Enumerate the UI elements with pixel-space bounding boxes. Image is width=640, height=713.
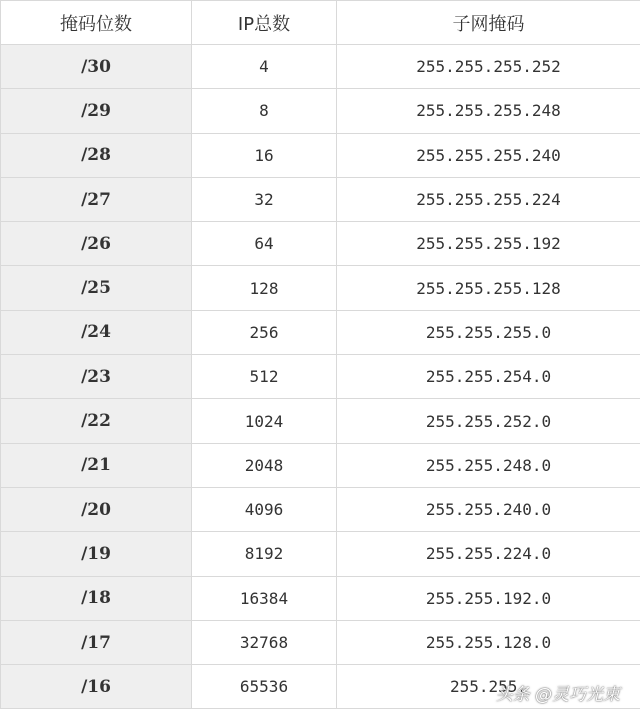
mask-bits-cell: /22 [1, 399, 192, 443]
mask-bits-cell: /16 [1, 665, 192, 709]
header-row [1, 1, 640, 45]
mask-bits-cell: /25 [1, 266, 192, 310]
subnet-mask-cell: 255.255.255.248 [337, 89, 640, 133]
ip-total-cell: 8192 [192, 532, 337, 576]
subnet-mask-cell: 255.255.240.0 [337, 487, 640, 531]
ip-total-cell: 16 [192, 133, 337, 177]
table-row [1, 310, 640, 354]
header-mask-bits: 掩码位数 [1, 1, 192, 45]
ip-total-cell: 4 [192, 45, 337, 89]
table-header [1, 1, 640, 45]
mask-bits-cell: /19 [1, 532, 192, 576]
table-row [1, 222, 640, 266]
subnet-mask-cell: 255.255. [337, 665, 640, 709]
mask-bits-cell: /30 [1, 45, 192, 89]
mask-bits-cell: /23 [1, 355, 192, 399]
mask-bits-cell: /18 [1, 576, 192, 620]
mask-bits-cell: /17 [1, 620, 192, 664]
subnet-mask-cell: 255.255.255.192 [337, 222, 640, 266]
table-row [1, 620, 640, 664]
ip-total-cell: 128 [192, 266, 337, 310]
ip-total-cell: 256 [192, 310, 337, 354]
table-row [1, 443, 640, 487]
ip-total-cell: 16384 [192, 576, 337, 620]
subnet-mask-cell: 255.255.254.0 [337, 355, 640, 399]
mask-bits-cell: /24 [1, 310, 192, 354]
subnet-mask-cell: 255.255.255.224 [337, 177, 640, 221]
table-body [1, 45, 640, 709]
table-row [1, 487, 640, 531]
subnet-mask-cell: 255.255.252.0 [337, 399, 640, 443]
mask-bits-cell: /26 [1, 222, 192, 266]
mask-bits-cell: /27 [1, 177, 192, 221]
table-row [1, 399, 640, 443]
subnet-mask-cell: 255.255.255.252 [337, 45, 640, 89]
subnet-mask-cell: 255.255.255.128 [337, 266, 640, 310]
subnet-mask-cell: 255.255.224.0 [337, 532, 640, 576]
table-row [1, 532, 640, 576]
ip-total-cell: 4096 [192, 487, 337, 531]
table-row [1, 89, 640, 133]
ip-total-cell: 1024 [192, 399, 337, 443]
ip-total-cell: 8 [192, 89, 337, 133]
subnet-mask-cell: 255.255.128.0 [337, 620, 640, 664]
watermark-text: 头条 @灵巧光束 [495, 685, 620, 705]
ip-total-cell: 65536 [192, 665, 337, 709]
table-row [1, 45, 640, 89]
subnet-mask-cell: 255.255.192.0 [337, 576, 640, 620]
table-row [1, 665, 640, 709]
table-row [1, 355, 640, 399]
ip-total-cell: 32 [192, 177, 337, 221]
ip-total-cell: 2048 [192, 443, 337, 487]
table-row [1, 266, 640, 310]
table-row [1, 576, 640, 620]
mask-bits-cell: /20 [1, 487, 192, 531]
mask-bits-cell: /21 [1, 443, 192, 487]
subnet-mask-cell: 255.255.255.240 [337, 133, 640, 177]
ip-total-cell: 32768 [192, 620, 337, 664]
ip-total-cell: 64 [192, 222, 337, 266]
subnet-mask-cell: 255.255.248.0 [337, 443, 640, 487]
mask-bits-cell: /28 [1, 133, 192, 177]
mask-bits-cell: /29 [1, 89, 192, 133]
ip-total-cell: 512 [192, 355, 337, 399]
header-subnet-mask: 子网掩码 [337, 1, 640, 45]
subnet-mask-cell: 255.255.255.0 [337, 310, 640, 354]
table-row [1, 177, 640, 221]
header-ip-total: IP总数 [192, 1, 337, 45]
table-row [1, 133, 640, 177]
